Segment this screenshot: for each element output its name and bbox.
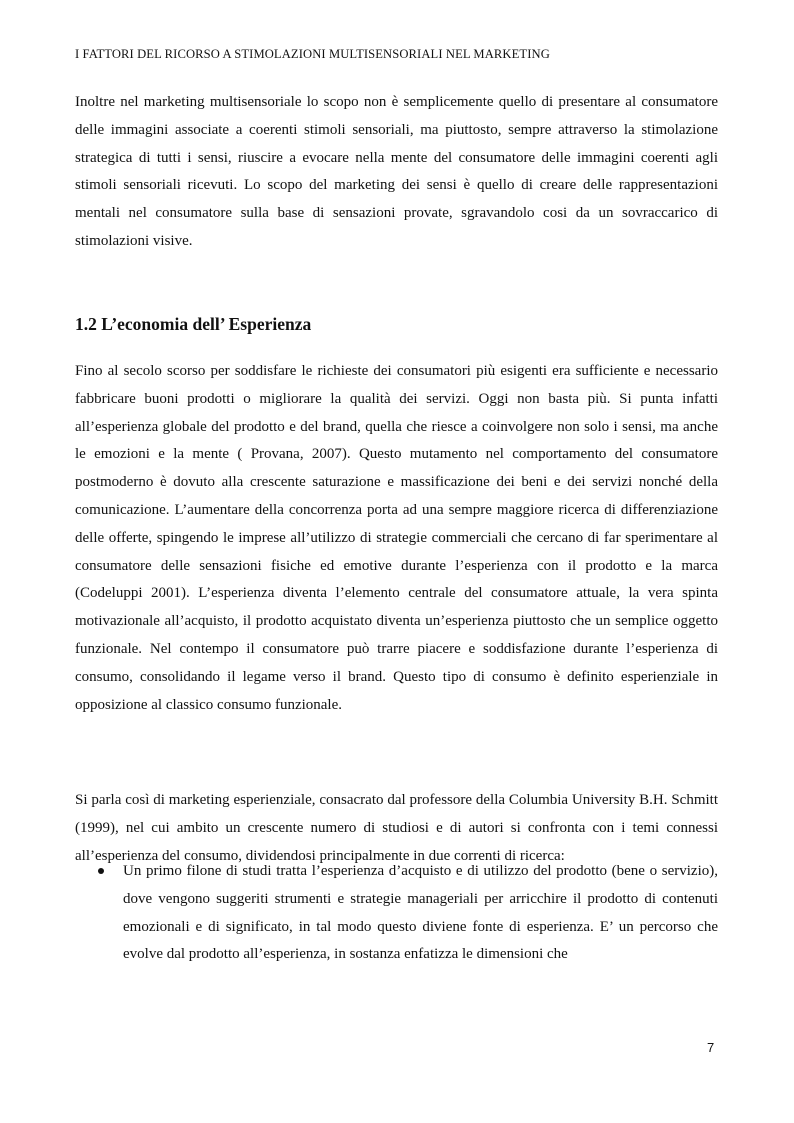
section-heading: 1.2 L’economia dell’ Esperienza — [75, 314, 312, 334]
paragraph-intro: Inoltre nel marketing multisensoriale lo scopo non è semplicemente quello di presentare al consumatore delle immagini associate a coerenti stimoli sensoriali, ma piuttosto, sempre attraverso la stimolazione strategica di tutti i sensi, riuscire a evocare nella mente del consumatore delle immagini coerenti agli stimoli sensoriali ricevuti. Lo scopo del marketing dei sensi è quello di creare delle rappresentazioni mentali nel consumatore sulla base di sensazioni provate, sgravandolo cosi da un sovraccarico di stimolazioni visive. — [75, 94, 718, 249]
paragraph-experiential-marketing: Si parla così di marketing esperienziale, consacrato dal professore della Columbia University B.H. Schmitt (1999), nel cui ambito un crescente numero di studiosi e di autori si confronta con i temi connessi all’esperienza del consumo, dividendosi principalmente in due correnti di ricerca: — [75, 792, 718, 864]
paragraph-experience-economy: Fino al secolo scorso per soddisfare le richieste dei consumatori più esigenti era sufficiente e necessario fabbricare buoni prodotti o migliorare la qualità dei servizi. Oggi non basta più. Si punta infatti all’esperienza globale del prodotto e del brand, quella che riesce a coinvolgere non solo i sensi, ma anche le emozioni e la mente ( Provana, 2007). Questo mutamento nel comportamento del consumatore postmoderno è dovuto alla crescente saturazione e massificazione dei beni e dei servizi nonché della comunicazione. L’aumentare della concorrenza porta ad una sempre maggiore ricerca di differenziazione delle offerte, spingendo le imprese all’utilizzo di strategie commerciali che cercano di far sperimentare al consumatore delle sensazioni fisiche ed emotive durante l’esperienza con il prodotto e la marca (Codeluppi 2001). L’esperienza diventa l’elemento centrale del consumatore attuale, la vera spinta motivazionale all’acquisto, il prodotto acquistato diventa un’esperienza piuttosto che un semplice oggetto funzionale. Nel contempo il consumatore può trarre piacere e soddisfazione durante l’esperienza di consumo, consolidando il legame verso il brand. Questo tipo di consumo è definito esperienziale in opposizione al classico consumo funzionale. — [75, 363, 718, 713]
page-number: 7 — [707, 1040, 715, 1055]
list-item — [75, 858, 718, 969]
running-header: I FATTORI DEL RICORSO A STIMOLAZIONI MULTISENSORIALI NEL MARKETING — [75, 47, 550, 61]
bullet-icon — [98, 868, 104, 874]
list-item-text: Un primo filone di studi tratta l’esperienza d’acquisto e di utilizzo del prodotto (bene o servizio), dove vengono suggeriti strumenti e strategie manageriali per arricchire il prodotto di contenuti emozionali e di significato, in tal modo questo diviene fonte di esperienza. E’ un percorso che evolve dal prodotto all’esperienza, in sostanza enfatizza le dimensioni che — [123, 863, 718, 963]
